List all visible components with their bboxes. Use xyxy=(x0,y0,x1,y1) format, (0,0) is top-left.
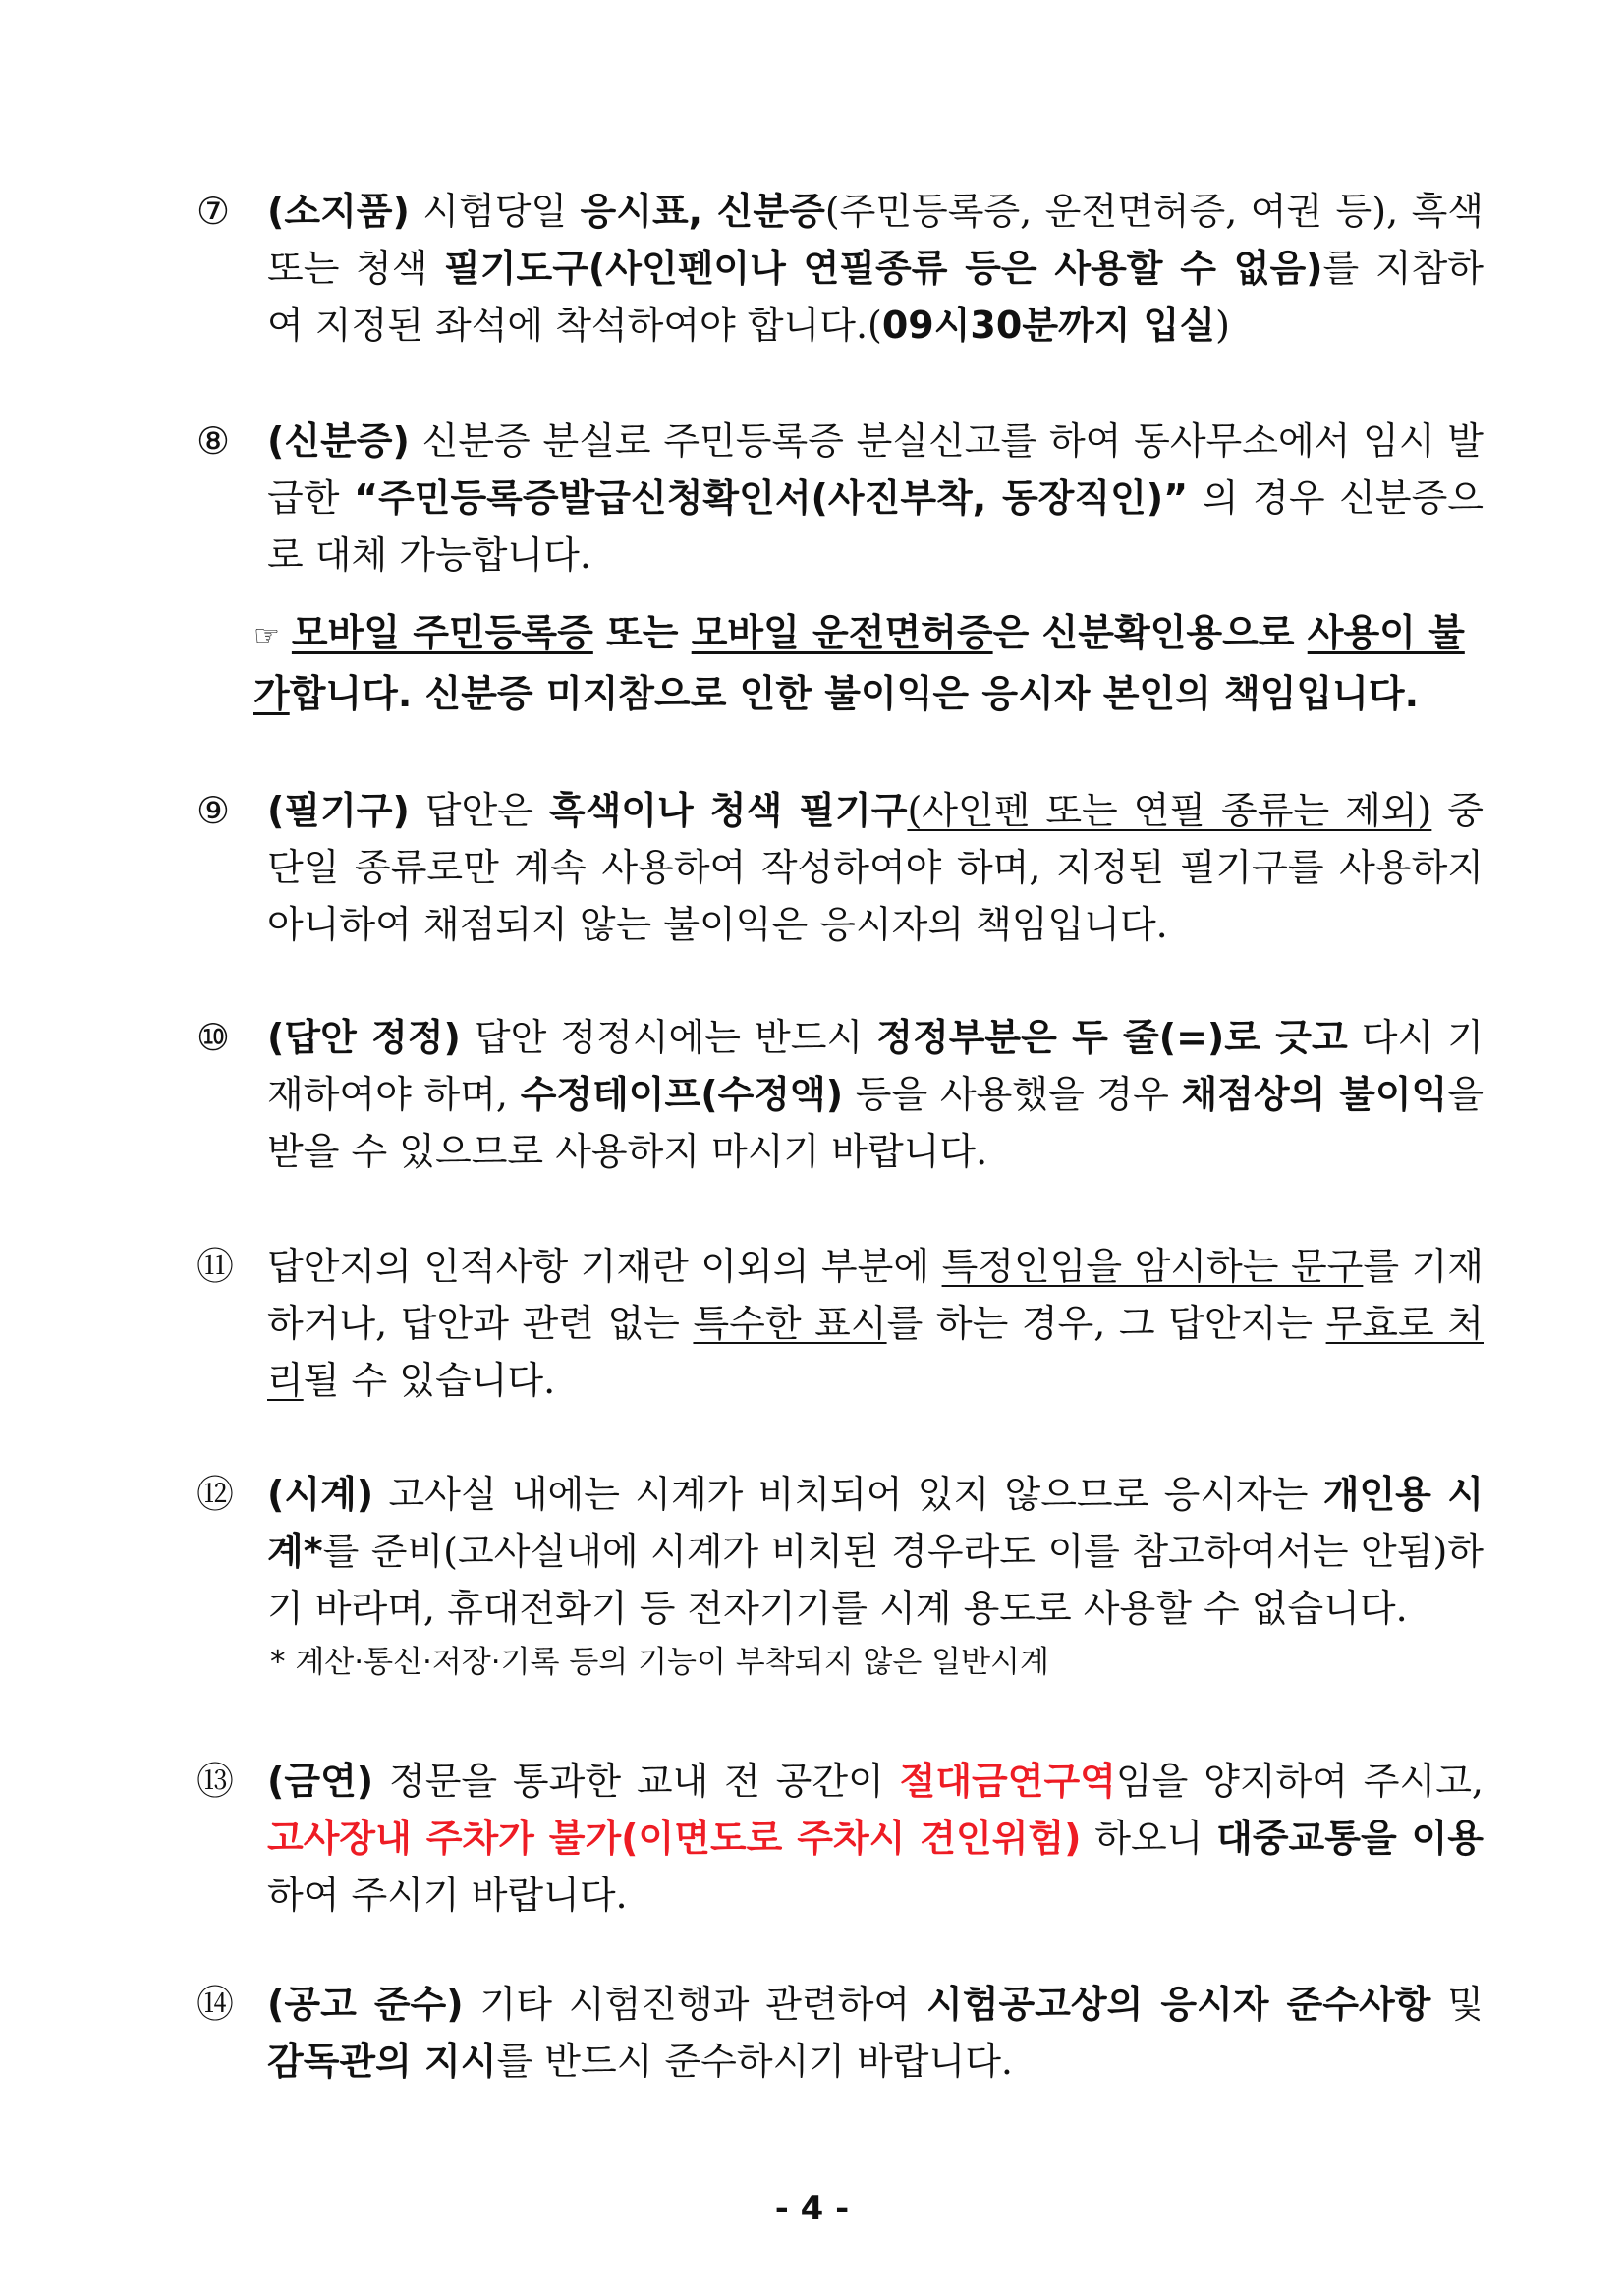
item-number: ⑪ xyxy=(196,1245,235,1288)
item-number: ⑨ xyxy=(196,789,231,832)
item-number: ⑦ xyxy=(196,190,231,233)
item-14 xyxy=(196,1976,1484,2090)
item-text: (소지품) 시험당일 응시표, 신분증(주민등록증, 운전면허증, 여권 등), 흑색 또는 청색 필기도구(사인펜이나 연필종류 등은 사용할 수 없음)를 지참하여 지정된 좌석에 착석하여야 합니다.(09시30분까지 입실) xyxy=(267,190,1484,347)
page-number: - 4 - xyxy=(774,2189,850,2228)
item-title: (필기구) xyxy=(267,789,410,832)
item-9 xyxy=(196,782,1484,953)
item-number: ⑬ xyxy=(196,1760,235,1803)
item-13 xyxy=(196,1753,1484,1924)
item-text: 답안지의 인적사항 기재란 이외의 부분에 특정인임을 암시하는 문구를 기재하거나, 답안과 관련 없는 특수한 표시를 하는 경우, 그 답안지는 무효로 처리될 수 있습니다. xyxy=(267,1245,1484,1402)
item-text: (공고 준수) 기타 시험진행과 관련하여 시험공고상의 응시자 준수사항 및 감독관의 지시를 반드시 준수하시기 바랍니다. xyxy=(267,1983,1484,2083)
item-text: (필기구) 답안은 흑색이나 청색 필기구(사인펜 또는 연필 종류는 제외) 중 단일 종류로만 계속 사용하여 작성하여야 하며, 지정된 필기구를 사용하지 아니하여 채점되지 않는 불이익은 응시자의 책임입니다. xyxy=(267,789,1484,946)
item-title: (금연) xyxy=(267,1760,374,1803)
item-text: (금연) 정문을 통과한 교내 전 공간이 절대금연구역임을 양지하여 주시고, 고사장내 주차가 불가(이면도로 주차시 견인위험) 하오니 대중교통을 이용하여 주시기 바랍니다. xyxy=(267,1760,1484,1917)
item-12 xyxy=(196,1466,1484,1637)
item-11 xyxy=(196,1238,1484,1409)
item-text: (답안 정정) 답안 정정시에는 반드시 정정부분은 두 줄(=)로 긋고 다시 기재하여야 하며, 수정테이프(수정액) 등을 사용했을 경우 채점상의 불이익을 받을 수 있으므로 사용하지 마시기 바랍니다. xyxy=(267,1016,1484,1173)
item-title: (소지품) xyxy=(267,190,410,233)
item-10 xyxy=(196,1009,1484,1180)
item-title: (신분증) xyxy=(267,420,410,463)
watch-footnote: * 계산·통신·저장·기록 등의 기능이 부착되지 않은 일반시계 xyxy=(270,1645,1049,1680)
item-text: (시계) 고사실 내에는 시계가 비치되어 있지 않으므로 응시자는 개인용 시계*를 준비(고사실내에 시계가 비치된 경우라도 이를 참고하여서는 안됨)하기 바라며, 휴대전화기 등 전자기기를 시계 용도로 사용할 수 없습니다. xyxy=(267,1473,1484,1630)
item-title: (공고 준수) xyxy=(267,1983,464,2026)
item-text: (신분증) 신분증 분실로 주민등록증 분실신고를 하여 동사무소에서 임시 발급한 “주민등록증발급신청확인서(사진부착, 동장직인)” 의 경우 신분증으로 대체 가능합니다. xyxy=(267,420,1484,577)
item-title: (답안 정정) xyxy=(267,1016,461,1059)
item-number: ⑫ xyxy=(196,1473,235,1516)
item-number: ⑭ xyxy=(196,1983,235,2026)
pointing-hand-icon: ☞ xyxy=(253,619,280,653)
item-title: (시계) xyxy=(267,1473,374,1516)
item-7 xyxy=(196,183,1484,354)
mobile-id-note: ☞ 모바일 주민등록증 또는 모바일 운전면허증은 신분확인용으로 사용이 불가합니다. 신분증 미지참으로 인한 불이익은 응시자 본인의 책임입니다. xyxy=(253,611,1465,715)
item-8 xyxy=(196,413,1484,584)
item-number: ⑩ xyxy=(196,1016,231,1059)
item-number: ⑧ xyxy=(196,420,231,463)
